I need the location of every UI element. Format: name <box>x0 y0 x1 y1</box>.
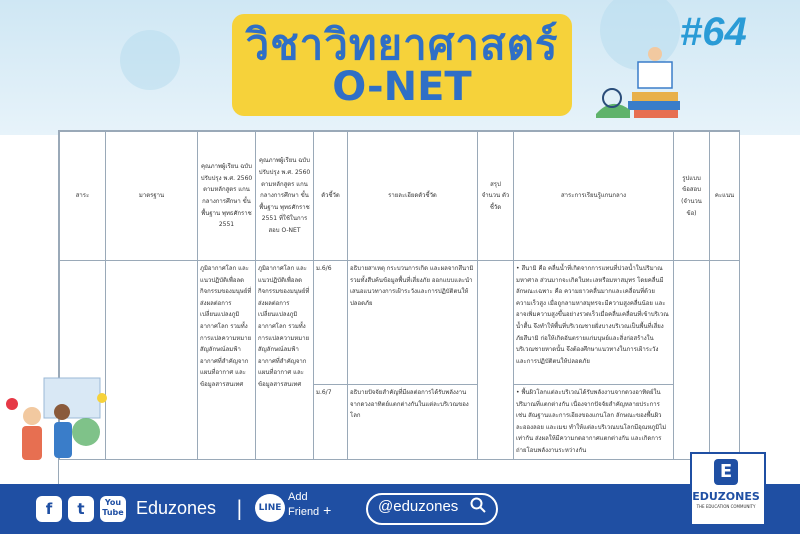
header-score: คะแนน <box>710 132 740 261</box>
header-quality-revised: คุณภาพผู้เรียน ฉบับปรับปรุง พ.ศ. 2560 ตามหลักสูตร แกนกลางการศึกษา ขั้นพื้นฐาน พุทธศักราช 2551 <box>198 132 256 261</box>
eduzones-logo-text: EDUZONES <box>692 490 760 503</box>
content-cell: • พื้นผิวโลกแต่ละบริเวณได้รับพลังงานจากดวงอาทิตย์ในปริมาณที่แตกต่างกัน เนื่องจากปัจจัยสำคัญหลายประการ เช่น สัณฐานและการเอียงของแกนโลก ลักษณะของพื้นผิว ละอองลอย และเมฆ ทำให้แต่ละบริเวณบนโลกมีอุณหภูมิไม่เท่ากัน ส่งผลให้มีความกดอากาศแตกต่างกัน และเกิดการถ่ายโอนพลังงานระหว่างกัน <box>514 385 674 460</box>
score-cell <box>710 261 740 460</box>
line-icon[interactable]: LINE <box>255 494 285 522</box>
header-indicator-detail: รายละเอียดตัวชี้วัด <box>348 132 478 261</box>
summary-cell <box>478 261 514 460</box>
indicator-table <box>58 130 740 487</box>
content-cell: • สึนามิ คือ คลื่นน้ำที่เกิดจากการแทนที่ปวลน้ำในปริมาณมหาศาล ส่วนมากจะเกิดในทะเลหรือมหาสมุทร โดยคลื่นมีลักษณะเฉพาะ คือ ความยาวคลื่นมากและเคลื่อนที่ด้วยความเร็วสูง เมื่อถูกลามหาสมุทรจะมีความสูงคลื่นน้อย และอาจเพิ่มความสูงขึ้นอย่างรวดเร็วเมื่อคลื่นเคลื่อนที่เข้าบริเวณน้ำตื้น จึงทำให้พื้นที่บริเวณชายฝั่งบางบริเวณเป็นพื้นที่เสี่ยงภัยสึนามิ ก่อให้เกิดอันตรายแก่มนุษย์และสิ่งก่อสร้างในบริเวณชายหาดนั้น จึงต้องศึกษาแนวทางในการเฝ้าระวัง และการปฏิบัติตนให้ปลอดภัย <box>514 261 674 385</box>
footer-separator: | <box>236 496 243 520</box>
eduzones-logo-mark: E <box>714 459 738 485</box>
header-test-format: รูปแบบ ข้อสอบ (จำนวน ข้อ) <box>674 132 710 261</box>
eduzones-handle[interactable]: @eduzones <box>378 498 459 515</box>
decor-blob <box>120 30 180 90</box>
header-quality-onet: คุณภาพผู้เรียน ฉบับปรับปรุง พ.ศ. 2560 ตามหลักสูตร แกนกลางการศึกษา ขั้นพื้นฐาน พุทธศักราช 2551 ที่ใช้ในการสอบ O-NET <box>256 132 314 261</box>
table-row <box>60 261 740 385</box>
search-icon[interactable] <box>470 497 486 513</box>
eduzones-logo-tagline: THE EDUCATION COMMUNITY <box>696 504 756 509</box>
add-friend-icon: + <box>319 502 332 518</box>
page-subtitle: O-NET <box>332 64 472 110</box>
youtube-label-bottom: Tube <box>102 508 124 517</box>
students-illustration <box>4 368 108 486</box>
header-standard: มาตรฐาน <box>106 132 198 261</box>
add-friend-label[interactable] <box>288 491 331 519</box>
youtube-icon[interactable] <box>100 496 126 522</box>
test-format-cell <box>674 261 710 460</box>
quality-onet-cell: ภูมิอากาศโลก และแนวปฏิบัติเพื่อลดกิจกรรมของมนุษย์ที่ส่งผลต่อการเปลี่ยนแปลงภูมิอากาศโลก รวมทั้งการแปลความหมายสัญลักษณ์ลมฟ้าอากาศที่สำคัญจากแผนที่อากาศ และข้อมูลสารสนเทศ <box>256 261 314 460</box>
header-learning-content: สาระการเรียนรู้แกนกลาง <box>514 132 674 261</box>
twitter-icon[interactable]: t <box>68 496 94 522</box>
header-indicator: ตัวชี้วัด <box>314 132 348 261</box>
youtube-label-top: You <box>104 498 122 507</box>
detail-cell: อธิบายสาเหตุ กระบวนการเกิด และผลจากสึนามิ รวมทั้งสืบค้นข้อมูลพื้นที่เสี่ยงภัย ออกแบบและนำเสนอแนวทางการเฝ้าระวังและการปฏิบัติตนให้ปลอดภัย <box>348 261 478 385</box>
indicator-cell: ม.6/7 <box>314 385 348 460</box>
brand-name: Eduzones <box>136 498 217 518</box>
indicator-cell: ม.6/6 <box>314 261 348 385</box>
add-friend-line1: Add <box>288 491 308 503</box>
standard-cell <box>106 261 198 460</box>
episode-badge: #64 <box>680 10 747 54</box>
header-strand: สาระ <box>60 132 106 261</box>
facebook-icon[interactable]: f <box>36 496 62 522</box>
page-title: วิชาวิทยาศาสตร์ <box>245 20 559 69</box>
add-friend-line2: Friend <box>288 506 320 518</box>
quality-cell: ภูมิอากาศโลก และแนวปฏิบัติเพื่อลดกิจกรรมของมนุษย์ที่ส่งผลต่อการเปลี่ยนแปลงภูมิอากาศโลก รวมทั้งการแปลความหมายสัญลักษณ์ลมฟ้าอากาศที่สำคัญจากแผนที่อากาศ และข้อมูลสารสนเทศ <box>198 261 256 460</box>
detail-cell: อธิบายปัจจัยสำคัญที่มีผลต่อการได้รับพลังงานจากดวงอาทิตย์แตกต่างกันในแต่ละบริเวณของโลก <box>348 385 478 460</box>
books-illustration <box>592 40 682 120</box>
header-summary: สรุป จำนวน ตัวชี้วัด <box>478 132 514 261</box>
